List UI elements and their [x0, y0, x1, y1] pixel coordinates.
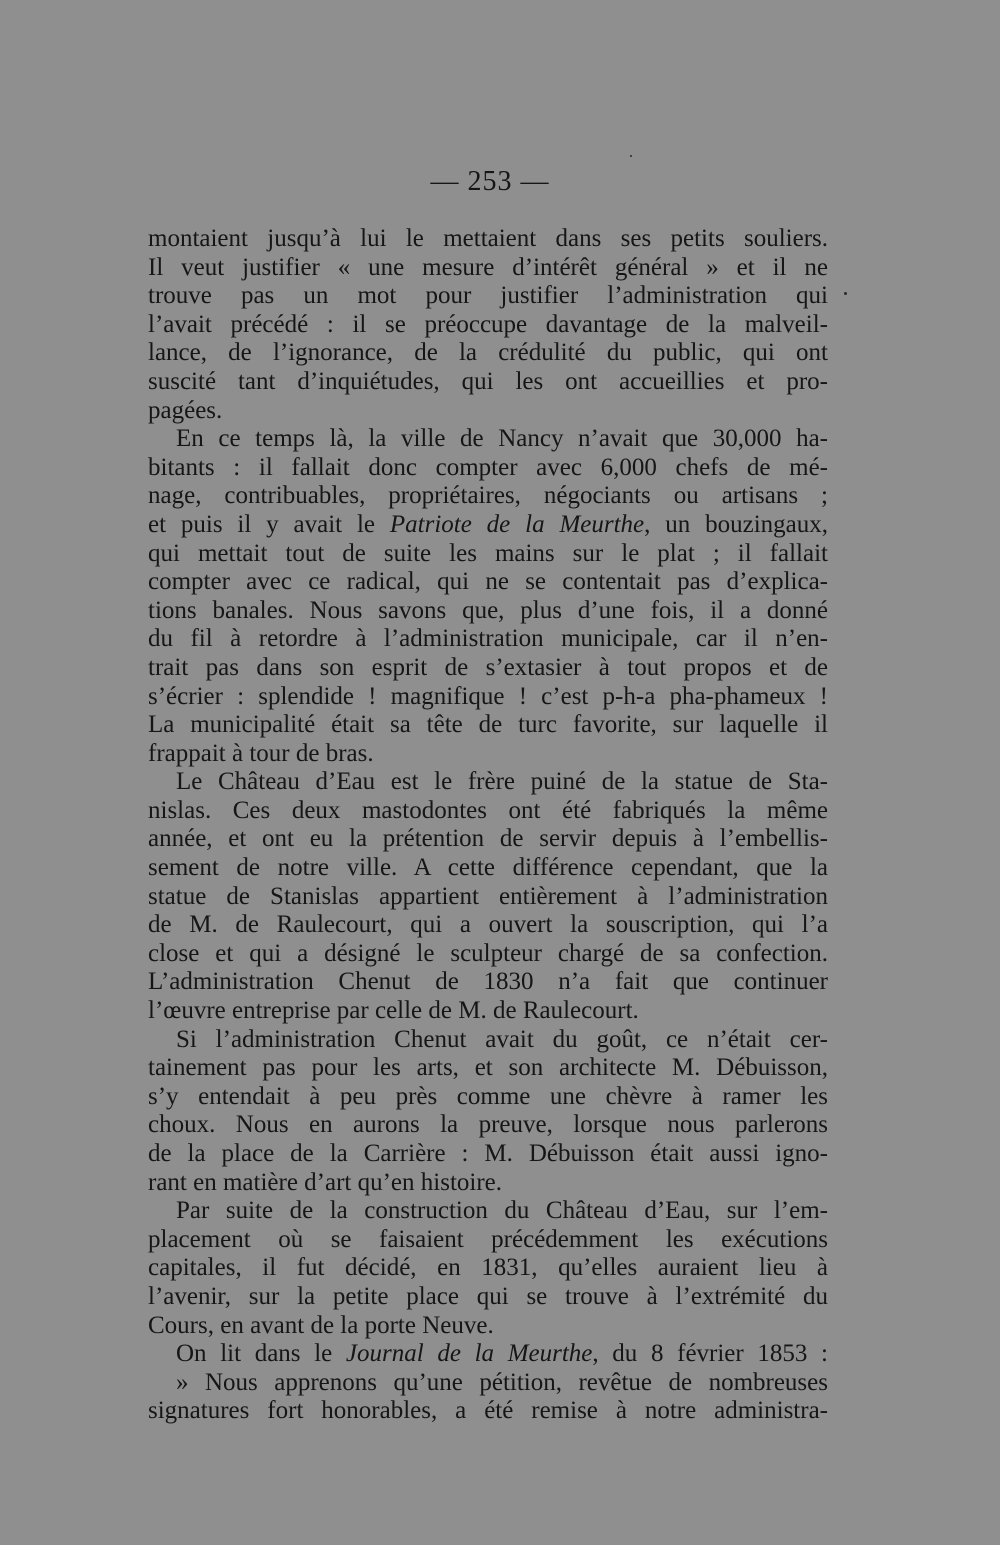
text-line: capitales, il fut décidé, en 1831, qu’elles auraient lieu à: [148, 1254, 828, 1282]
text-line: et puis il y avait le Patriote de la Meurthe, un bouzingaux,: [148, 510, 828, 538]
text-line: Le Château d’Eau est le frère puiné de la statue de Sta-: [176, 768, 828, 796]
text-line: l’avait précédé : il se préoccupe davantage de la malveil-: [148, 310, 828, 338]
text-line: année, et ont eu la prétention de servir depuis à l’embellis-: [148, 825, 828, 853]
body-text: [148, 225, 828, 1426]
text-line: qui mettait tout de suite les mains sur le plat ; il fallait: [148, 539, 828, 567]
text-line: frappait à tour de bras.: [148, 739, 374, 767]
text-line: bitants : il fallait donc compter avec 6,000 chefs de mé-: [148, 453, 828, 481]
text-line: s’écrier : splendide ! magnifique ! c’est p-h-a pha-phameux !: [148, 682, 828, 710]
text-line: » Nous apprenons qu’une pétition, revêtue de nombreuses: [176, 1368, 828, 1396]
text-line: suscité tant d’inquiétudes, qui les ont accueillies et pro-: [148, 367, 828, 395]
text-line: trait pas dans son esprit de s’extasier à tout propos et de: [148, 653, 828, 681]
text-line: pagées.: [148, 396, 223, 424]
text-line: du fil à retordre à l’administration municipale, car il n’en-: [148, 625, 828, 653]
text-line: lance, de l’ignorance, de la crédulité du public, qui ont: [148, 339, 828, 367]
text-line: Il veut justifier « une mesure d’intérêt général » et il ne: [148, 253, 828, 281]
text-line: tainement pas pour les arts, et son architecte M. Débuisson,: [148, 1054, 828, 1082]
text-line: choux. Nous en aurons la preuve, lorsque nous parlerons: [148, 1111, 828, 1139]
scan-speck: [844, 292, 847, 295]
text-line: L’administration Chenut de 1830 n’a fait que continuer: [148, 968, 828, 996]
italic-title: Patriote de la Meurthe: [389, 510, 645, 538]
text-line: sement de notre ville. A cette différence cependant, que la: [148, 854, 828, 882]
text-line: compter avec ce radical, qui ne se contentait pas d’explica-: [148, 568, 828, 596]
italic-title: Journal de la Meurthe: [345, 1340, 593, 1368]
text-line: Cours, en avant de la porte Neuve.: [148, 1311, 494, 1339]
text-line: montaient jusqu’à lui le mettaient dans ses petits souliers.: [148, 225, 828, 252]
page-number: — 253 —: [430, 166, 550, 197]
text-line: On lit dans le Journal de la Meurthe, du 8 février 1853 :: [176, 1340, 828, 1368]
text-line: de M. de Raulecourt, qui a ouvert la souscription, qui l’a: [148, 911, 828, 939]
text-line: s’y entendait à peu près comme une chèvre à ramer les: [148, 1082, 828, 1110]
text-line: close et qui a désigné le sculpteur chargé de sa confection.: [148, 939, 828, 967]
text-line: En ce temps là, la ville de Nancy n’avait que 30,000 ha-: [176, 425, 828, 453]
text-line: La municipalité était sa tête de turc favorite, sur laquelle il: [148, 711, 828, 739]
text-line: trouve pas un mot pour justifier l’administration qui: [148, 282, 828, 310]
text-line: placement où se faisaient précédemment les exécutions: [148, 1225, 828, 1253]
text-line: Par suite de la construction du Château d’Eau, sur l’em-: [176, 1197, 828, 1225]
text-line: nislas. Ces deux mastodontes ont été fabriqués la même: [148, 796, 828, 824]
text-line: nage, contribuables, propriétaires, négociants ou artisans ;: [148, 482, 828, 510]
text-line: Si l’administration Chenut avait du goût, ce n’était cer-: [176, 1025, 828, 1053]
text-line: tions banales. Nous savons que, plus d’une fois, il a donné: [148, 596, 828, 624]
text-line: signatures fort honorables, a été remise à notre administra-: [148, 1397, 828, 1425]
text-line: l’œuvre entreprise par celle de M. de Raulecourt.: [148, 997, 639, 1025]
text-line: rant en matière d’art qu’en histoire.: [148, 1168, 503, 1196]
text-line: statue de Stanislas appartient entièrement à l’administration: [148, 882, 828, 910]
text-line: l’avenir, sur la petite place qui se trouve à l’extrémité du: [148, 1282, 828, 1310]
scan-speck: [630, 155, 632, 157]
text-line: de la place de la Carrière : M. Débuisson était aussi igno-: [148, 1140, 828, 1167]
